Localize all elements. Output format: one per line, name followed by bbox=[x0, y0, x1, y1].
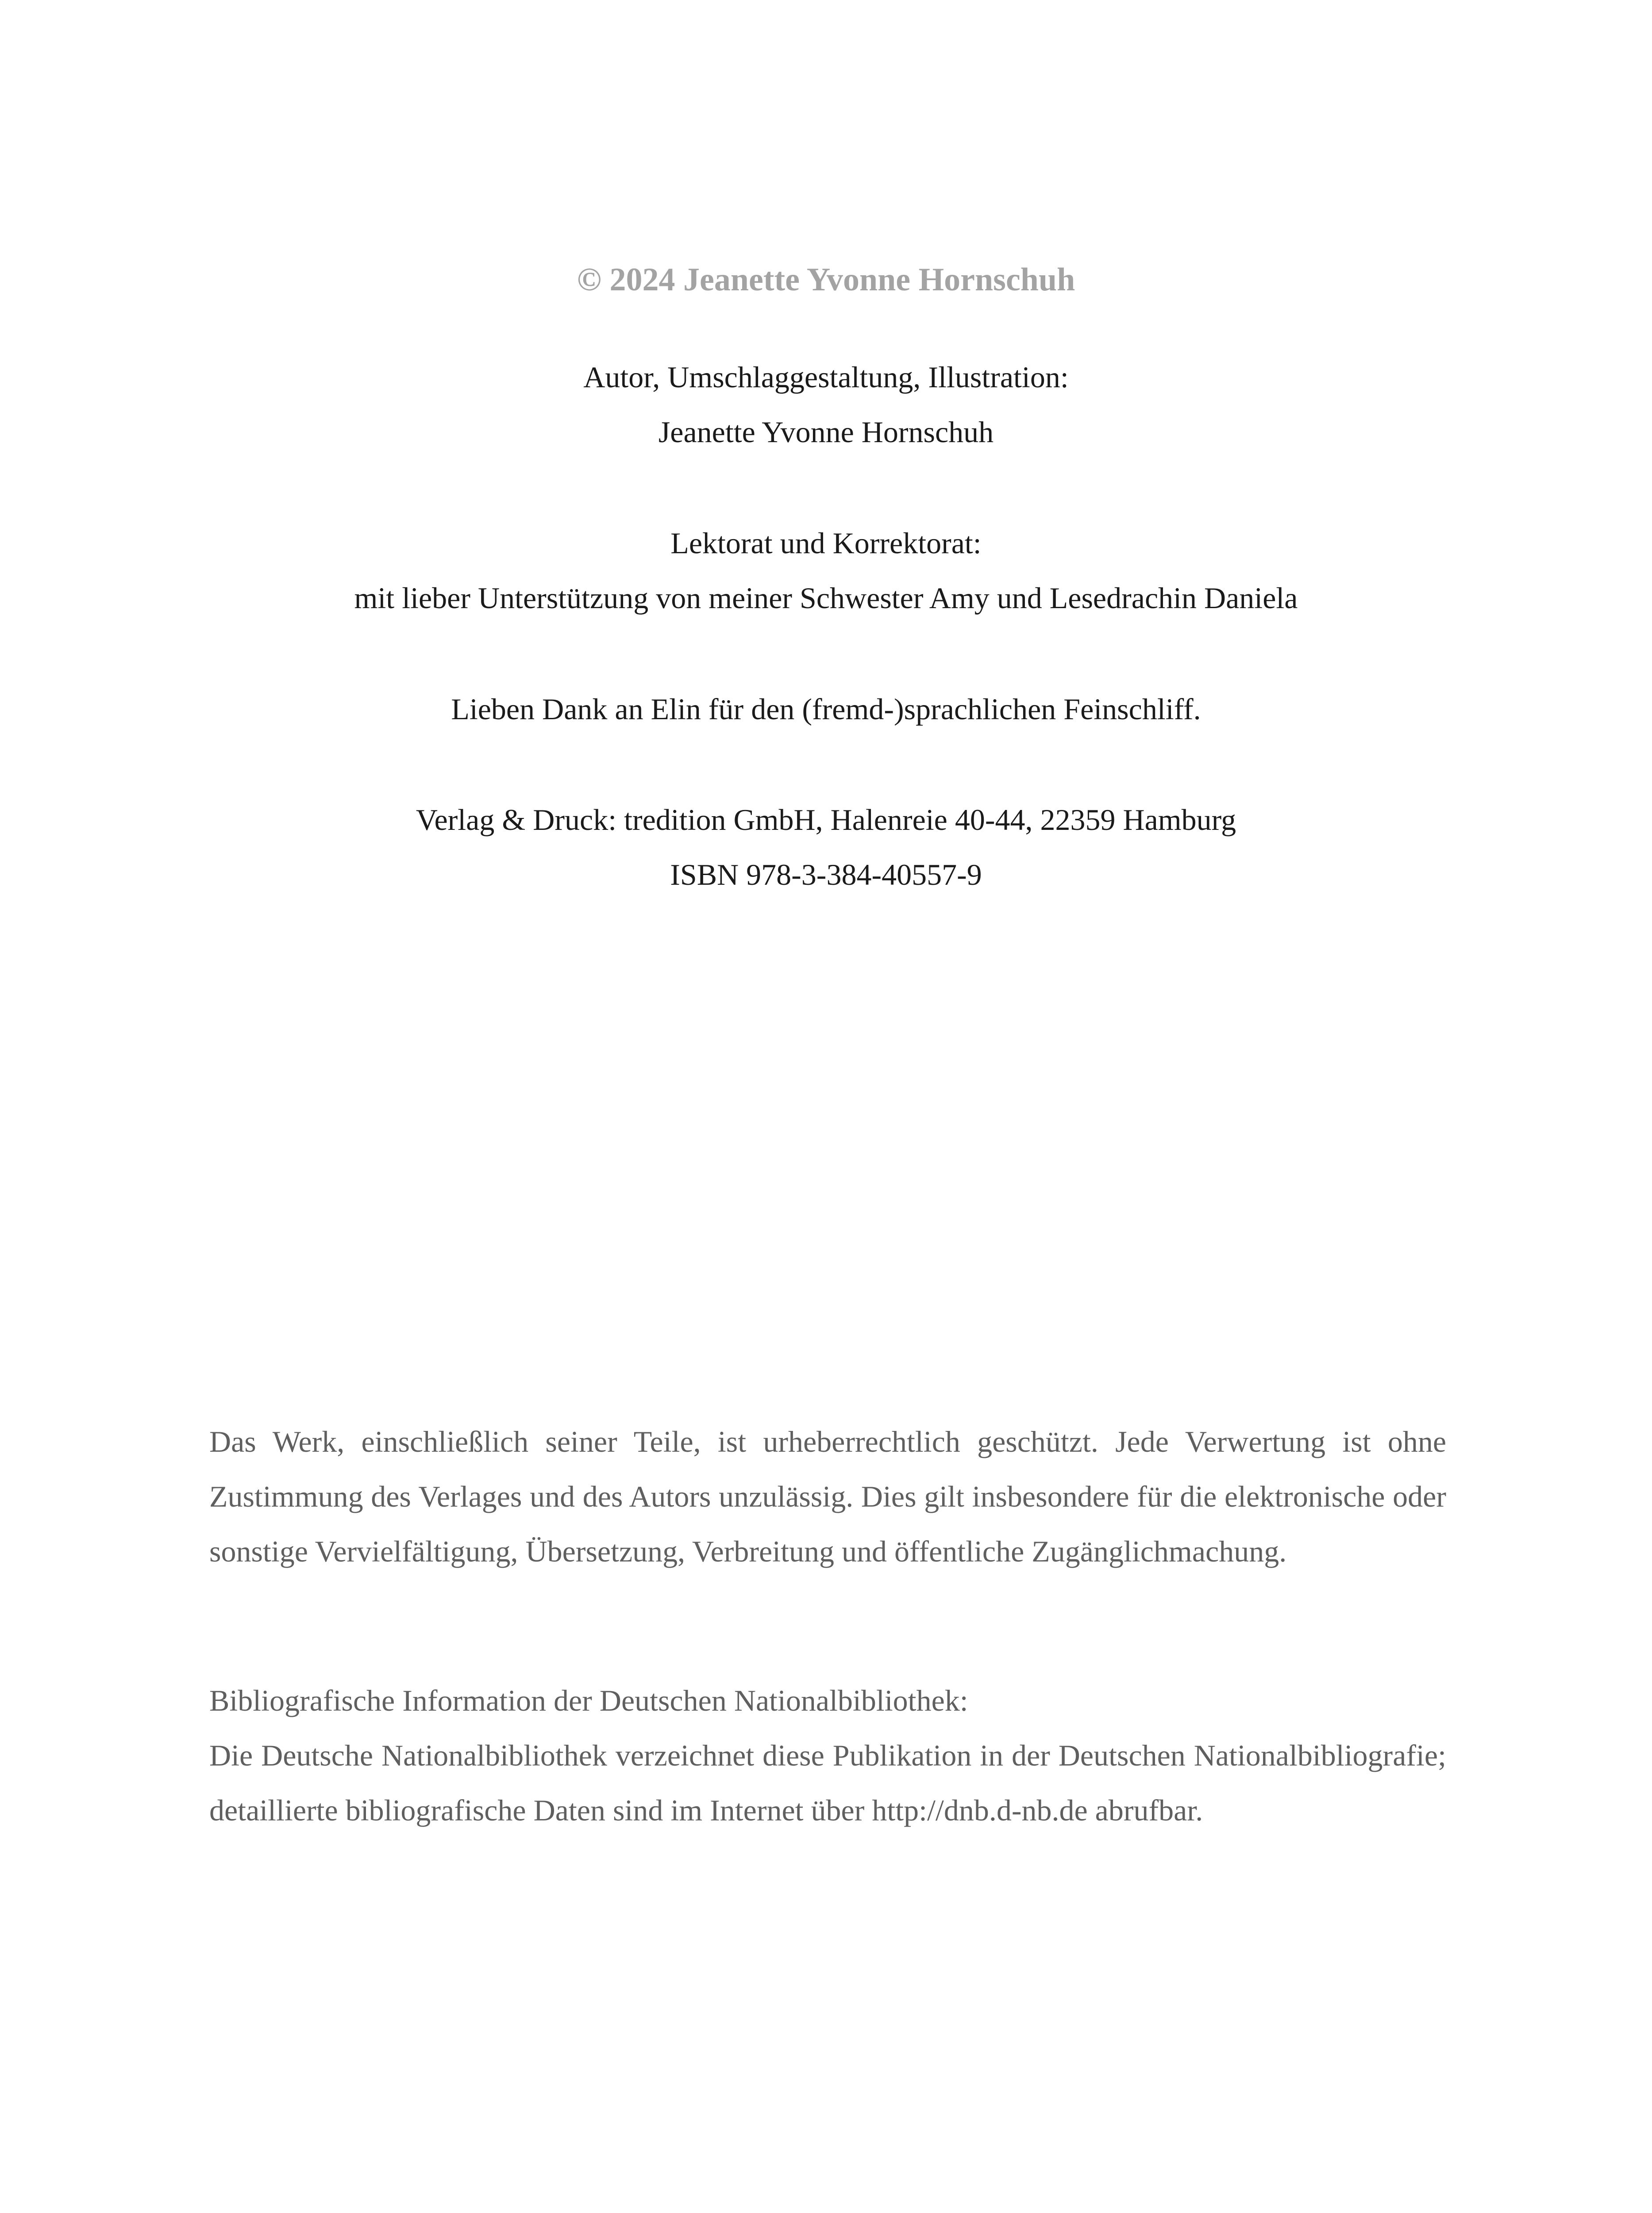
publisher-line: Verlag & Druck: tredition GmbH, Halenreie 40-44, 22359 Hamburg bbox=[416, 803, 1236, 837]
author-name: Jeanette Yvonne Hornschuh bbox=[658, 415, 994, 449]
editing-text: mit lieber Unterstützung von meiner Schwester Amy und Lesedrachin Daniela bbox=[354, 581, 1298, 615]
editing-heading: Lektorat und Korrektorat: bbox=[670, 526, 982, 560]
copyright-line: © 2024 Jeanette Yvonne Hornschuh bbox=[577, 262, 1075, 298]
author-credit bbox=[0, 350, 1652, 459]
isbn-line: ISBN 978-3-384-40557-9 bbox=[670, 858, 982, 891]
dnb-notice bbox=[209, 1673, 1446, 1838]
thanks-note bbox=[0, 682, 1652, 736]
rights-notice-text: Das Werk, einschließlich seiner Teile, ist urheberrechtlich geschützt. Jede Verwertung ist ohne Zustimmung des Verlages und des Autors unzulässig. Dies gilt insbesondere für die elektronische oder sonstige Vervielfältigung, Übersetzung, Verbreitung und öffentliche Zugänglichmachung. bbox=[209, 1425, 1446, 1568]
dnb-text: Die Deutsche Nationalbibliothek verzeichnet diese Publikation in der Deutschen Nationalbibliografie; detaillierte bibliografische Daten sind im Internet über http://dnb.d-nb.de abrufbar. bbox=[209, 1739, 1446, 1827]
dnb-heading: Bibliografische Information der Deutschen Nationalbibliothek: bbox=[209, 1684, 968, 1717]
thanks-text: Lieben Dank an Elin für den (fremd-)sprachlichen Feinschliff. bbox=[451, 692, 1201, 726]
editing-credit bbox=[0, 516, 1652, 625]
author-heading: Autor, Umschlaggestaltung, Illustration: bbox=[583, 360, 1069, 394]
rights-notice bbox=[209, 1414, 1446, 1579]
publisher-info bbox=[0, 792, 1652, 902]
